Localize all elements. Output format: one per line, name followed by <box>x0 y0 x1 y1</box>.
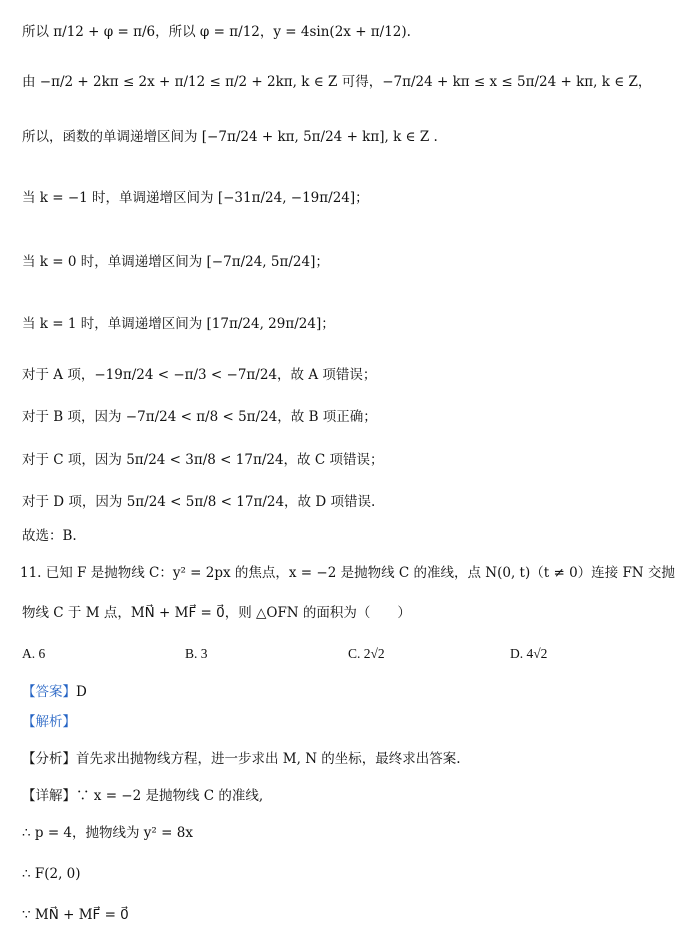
option-c: C. 2√2 <box>348 646 385 661</box>
text-line: 对于 D 项，因为 5π/24 < 5π/8 < 17π/24，故 D 项错误. <box>22 494 376 510</box>
detail-line: ∵ MN⃗ + MF⃗ = 0⃗ <box>22 907 129 923</box>
text-line: 对于 A 项，−19π/24 < −π/3 < −7π/24，故 A 项错误； <box>22 367 377 383</box>
text-line: 对于 C 项，因为 5π/24 < 3π/8 < 17π/24，故 C 项错误； <box>22 452 384 468</box>
option-a: A. 6 <box>22 646 46 661</box>
text-line: 所以，函数的单调递增区间为 [−7π/24 + kπ, 5π/24 + kπ], k ∈ Z . <box>22 129 438 145</box>
answer-value: D <box>76 684 87 700</box>
answer-label: 【答案】 <box>22 684 76 700</box>
text-line: 当 k = −1 时，单调递增区间为 [−31π/24, −19π/24]； <box>22 190 369 206</box>
detail-line: ∴ F(2, 0) <box>22 866 81 882</box>
analysis-text: 【分析】首先求出抛物线方程，进一步求出 M, N 的坐标，最终求出答案. <box>22 751 461 767</box>
detail-line: 【详解】∵ x = −2 是抛物线 C 的准线, <box>22 788 264 804</box>
option-d: D. 4√2 <box>510 646 548 661</box>
detail-line: ∴ p = 4，抛物线为 y² = 8x <box>22 825 193 841</box>
text-line: 对于 B 项，因为 −7π/24 < π/8 < 5π/24，故 B 项正确； <box>22 409 377 425</box>
question-line: 11. 已知 F 是抛物线 C：y² = 2px 的焦点，x = −2 是抛物线 C 的准线，点 N(0, t)（t ≠ 0）连接 FN 交抛 <box>20 565 675 581</box>
text-line: 当 k = 0 时，单调递增区间为 [−7π/24, 5π/24]； <box>22 254 329 270</box>
text-line: 故选：B. <box>22 528 77 544</box>
analysis-label: 【解析】 <box>22 714 76 730</box>
question-line: 物线 C 于 M 点，MN⃗ + MF⃗ = 0⃗，则 △OFN 的面积为（ ） <box>22 605 411 621</box>
option-b: B. 3 <box>185 646 208 661</box>
text-line: 由 −π/2 + 2kπ ≤ 2x + π/12 ≤ π/2 + 2kπ, k ∈ Z 可得，−7π/24 + kπ ≤ x ≤ 5π/24 + kπ, k ∈ Z， <box>22 74 652 90</box>
text-line: 所以 π/12 + φ = π/6，所以 φ = π/12，y = 4sin(2x + π/12). <box>22 24 411 40</box>
text-line: 当 k = 1 时，单调递增区间为 [17π/24, 29π/24]； <box>22 316 335 332</box>
answer-line <box>22 682 87 702</box>
